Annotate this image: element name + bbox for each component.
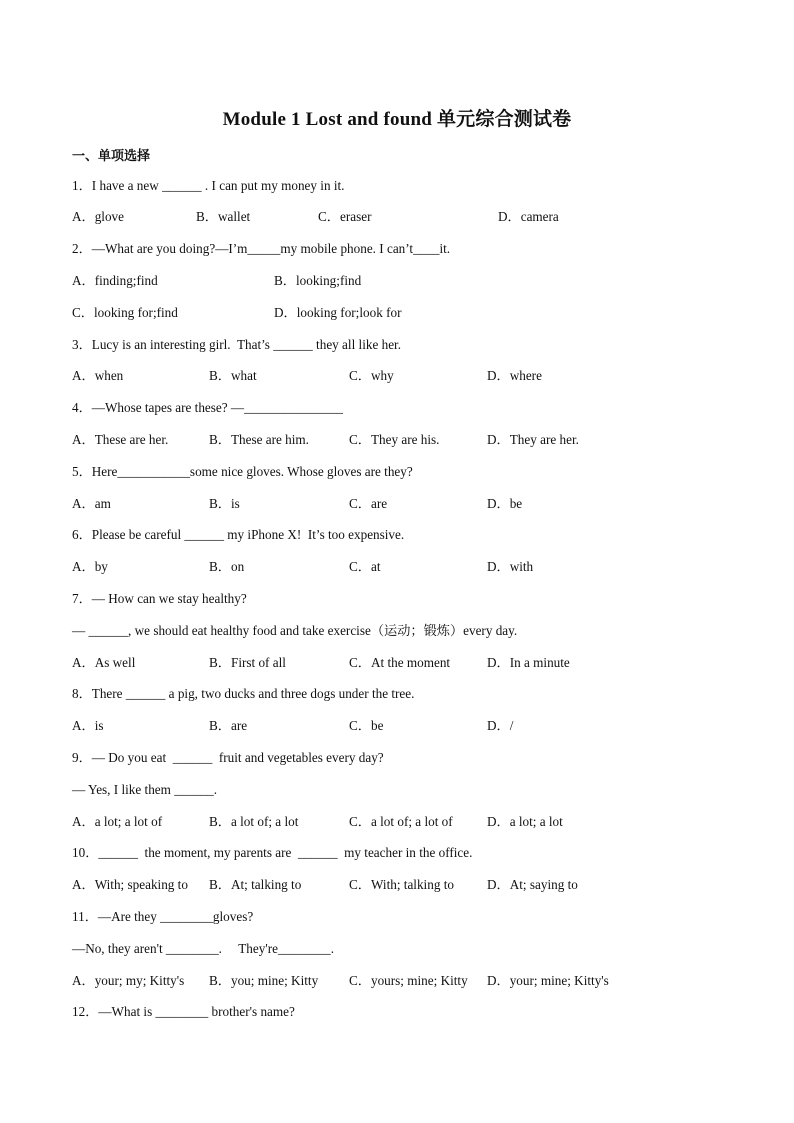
question-4-option-a[interactable]: A．These are her. (72, 432, 169, 447)
question-11-text: 11．—Are they ________gloves? (72, 909, 254, 924)
question-4-option-d[interactable]: D．They are her. (487, 432, 579, 447)
question-10-option-a[interactable]: A．With; speaking to (72, 877, 188, 892)
question-7-option-c[interactable]: C．At the moment (349, 655, 451, 670)
question-2-option-b[interactable]: B．looking;find (274, 273, 362, 288)
question-3-option-d[interactable]: D．where (487, 368, 542, 383)
question-2-text: 2．—What are you doing?—I’m_____my mobile phone. I can’t____it. (72, 241, 451, 256)
question-7-text: 7．— How can we stay healthy? (72, 591, 247, 606)
question-11-option-c[interactable]: C．yours; mine; Kitty (349, 973, 468, 988)
question-9-option-b[interactable]: B．a lot of; a lot (209, 814, 299, 829)
question-3-text: 3．Lucy is an interesting girl. That’s ______ they all like her. (72, 337, 402, 352)
question-8-text: 8．There ______ a pig, two ducks and three dogs under the tree. (72, 686, 415, 701)
question-2-option-c[interactable]: C．looking for;find (72, 305, 178, 320)
question-7-option-b[interactable]: B．First of all (209, 655, 286, 670)
question-9-option-c[interactable]: C．a lot of; a lot of (349, 814, 453, 829)
question-7-option-d[interactable]: D．In a minute (487, 655, 570, 670)
question-9-text: 9．— Do you eat ______ fruit and vegetables every day? (72, 750, 384, 765)
question-5-option-b[interactable]: B．is (209, 496, 240, 511)
question-5-option-a[interactable]: A．am (72, 496, 111, 511)
question-7-text-2: — ______, we should eat healthy food and take exercise（运动；锻炼）every day. (72, 623, 518, 638)
question-11-option-b[interactable]: B．you; mine; Kitty (209, 973, 319, 988)
question-9-option-a[interactable]: A．a lot; a lot of (72, 814, 163, 829)
page-title: Module 1 Lost and found 单元综合测试卷 (222, 109, 572, 130)
question-8-option-c[interactable]: C．be (349, 718, 384, 733)
question-1-option-d[interactable]: D．camera (498, 209, 559, 224)
question-10-option-b[interactable]: B．At; talking to (209, 877, 302, 892)
question-7-option-a[interactable]: A．As well (72, 655, 136, 670)
question-6-option-a[interactable]: A．by (72, 559, 108, 574)
question-5-option-c[interactable]: C．are (349, 496, 388, 511)
question-1-option-b[interactable]: B．wallet (196, 209, 251, 224)
question-10-option-d[interactable]: D．At; saying to (487, 877, 578, 892)
question-11-option-a[interactable]: A．your; my; Kitty's (72, 973, 185, 988)
question-8-option-d[interactable]: D．/ (487, 718, 514, 733)
question-9-option-d[interactable]: D．a lot; a lot (487, 814, 563, 829)
question-9-text-2: — Yes, I like them ______. (72, 782, 218, 797)
question-5-text: 5．Here___________some nice gloves. Whose gloves are they? (72, 464, 413, 479)
question-4-option-b[interactable]: B．These are him. (209, 432, 309, 447)
question-3-option-b[interactable]: B．what (209, 368, 257, 383)
question-8-option-b[interactable]: B．are (209, 718, 248, 733)
question-10-text: 10．______ the moment, my parents are ______ my teacher in the office. (72, 845, 473, 860)
question-6-option-d[interactable]: D．with (487, 559, 534, 574)
question-1-option-c[interactable]: C．eraser (318, 209, 372, 224)
question-1-option-a[interactable]: A．glove (72, 209, 125, 224)
question-8-option-a[interactable]: A．is (72, 718, 104, 733)
question-4-option-c[interactable]: C．They are his. (349, 432, 440, 447)
question-6-option-b[interactable]: B．on (209, 559, 245, 574)
question-11-text-2: —No, they aren't ________. They're________. (72, 941, 334, 956)
question-2-option-d[interactable]: D．looking for;look for (274, 305, 402, 320)
question-6-option-c[interactable]: C．at (349, 559, 381, 574)
section-heading: 一、单项选择 (72, 149, 151, 164)
question-2-option-a[interactable]: A．finding;find (72, 273, 158, 288)
question-4-text: 4．—Whose tapes are these? —_______________ (72, 400, 344, 415)
question-1-text: 1．I have a new ______ . I can put my money in it. (72, 178, 345, 193)
question-3-option-c[interactable]: C．why (349, 368, 394, 383)
question-10-option-c[interactable]: C．With; talking to (349, 877, 454, 892)
question-12-text: 12．—What is ________ brother's name? (72, 1004, 295, 1019)
question-11-option-d[interactable]: D．your; mine; Kitty's (487, 973, 609, 988)
question-5-option-d[interactable]: D．be (487, 496, 523, 511)
question-3-option-a[interactable]: A．when (72, 368, 124, 383)
question-6-text: 6．Please be careful ______ my iPhone X! It’s too expensive. (72, 527, 405, 542)
